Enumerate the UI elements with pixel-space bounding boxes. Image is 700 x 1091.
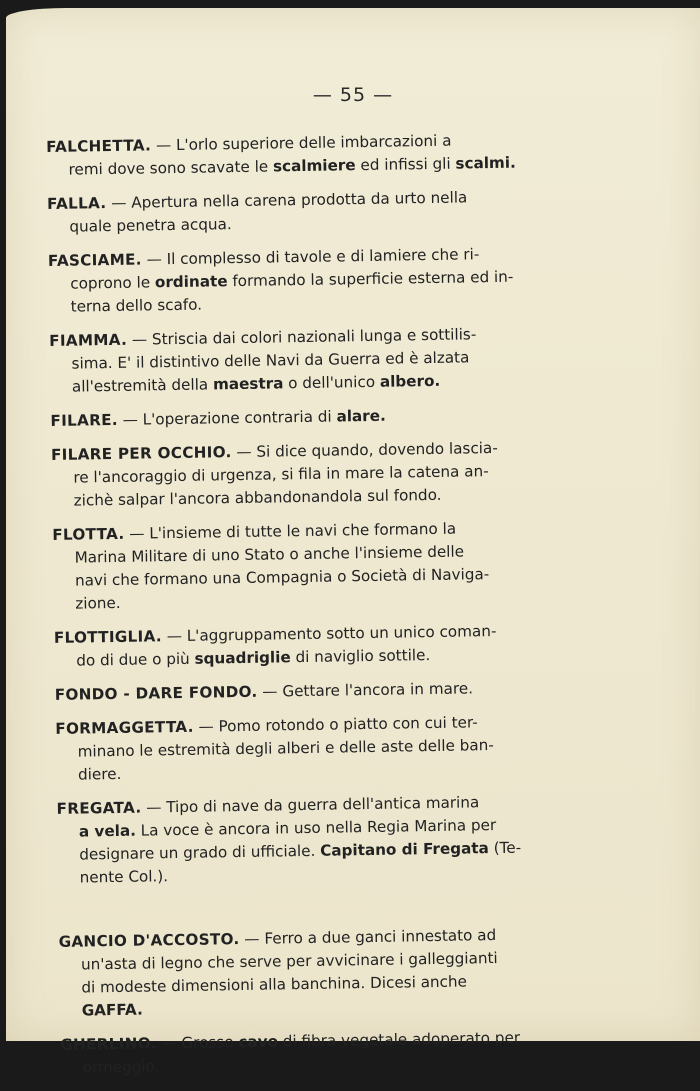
entry-line: di modeste dimensioni alla banchina. Dicesi anche (81, 972, 468, 997)
glossary-entry (55, 676, 565, 707)
entry-line: FREGATA. — Tipo di nave da guerra dell'antica marina (56, 793, 480, 818)
entry-line: navi che formano una Compagnia o Società di Naviga- (74, 565, 490, 590)
page-number: — 55 — (312, 84, 394, 106)
entry-line: ormeggio. (82, 1057, 160, 1077)
entry-term: FALLA. (46, 194, 107, 213)
entry-line: do di due o più squadriglie di naviglio sottile. (76, 646, 431, 670)
bold-term: a vela. (78, 821, 137, 841)
glossary-entry (52, 516, 563, 616)
bold-term: scalmiere (272, 156, 356, 176)
entry-term: FIAMMA. (49, 330, 128, 350)
glossary-entry (49, 322, 560, 399)
entry-line: all'estremità della maestra o dell'unico albero. (71, 371, 441, 396)
entry-line: FIAMMA. — Striscia dai colori nazionali lunga e sottilis- (49, 325, 477, 350)
bold-term: alare. (336, 406, 386, 426)
entry-line: quale penetra acqua. (69, 215, 232, 236)
entry-term: FALCHETTA. (46, 136, 152, 156)
entry-line: sima. E' il distintivo delle Navi da Guerra ed è alzata (71, 348, 470, 373)
entry-line: FALCHETTA. — L'orlo superiore delle imbarcazioni a (46, 131, 452, 156)
book-page (6, 8, 700, 1077)
entry-term: FLOTTA. (52, 524, 125, 544)
entry-line: a vela. La voce è ancora in uso nella Regia Marina per (78, 816, 497, 841)
glossary-entry (47, 185, 558, 239)
glossary-entry (55, 710, 566, 787)
entry-term: FONDO - DARE FONDO. (54, 682, 258, 704)
entry-line: designare un grado di ufficiale. Capitano di Fregata (Te- (79, 838, 522, 864)
bold-term: cavo (238, 1032, 279, 1052)
entry-line: Marina Militare di uno Stato o anche l'insieme delle (74, 542, 465, 567)
bold-term: Capitano di Fregata (320, 839, 489, 860)
entry-line: FASCIAME. — Il complesso di tavole e di lamiere che ri- (47, 245, 480, 270)
entry-line: nente Col.). (79, 867, 169, 887)
entry-line: GHERLINO. — Grosso cavo di fibra vegetale adoperato per (60, 1028, 521, 1054)
entry-term: FILARE. (50, 410, 119, 430)
glossary-entry (46, 128, 557, 182)
entry-line: un'asta di legno che serve per avvicinare i galleggianti (80, 949, 498, 974)
entry-line: FILARE. — L'operazione contraria di alare. (50, 406, 386, 430)
bold-term: albero. (379, 371, 441, 391)
entry-line: terna dello scafo. (70, 295, 203, 316)
glossary-entry (50, 402, 560, 433)
entry-line: GANCIO D'ACCOSTO. — Ferro a due ganci innestato ad (58, 926, 497, 951)
entry-line: remi dove sono scavate le scalmiere ed infissi gli scalmi. (68, 153, 516, 179)
glossary-entry (56, 790, 567, 890)
entry-line: minano le estremità degli alberi e delle aste delle ban- (77, 736, 494, 761)
entry-term: FORMAGGETTA. (55, 717, 194, 738)
glossary-entries (46, 128, 571, 1091)
entry-term: GHERLINO. (60, 1034, 157, 1054)
entry-term: FASCIAME. (47, 250, 142, 270)
glossary-entry (58, 923, 569, 1023)
bold-term: GAFFA. (81, 1000, 143, 1020)
entry-line: FLOTTA. — L'insieme di tutte le navi che formano la (52, 519, 457, 544)
entry-line: FILARE PER OCCHIO. — Si dice quando, dovendo lascia- (50, 438, 498, 464)
entry-line: FONDO - DARE FONDO. — Gettare l'ancora in mare. (54, 679, 474, 704)
glossary-entry (48, 242, 559, 319)
entry-line: diere. (77, 764, 122, 784)
entry-line: zichè salpar l'ancora abbandonandola sul fondo. (73, 485, 442, 510)
glossary-entry (54, 619, 565, 673)
entry-term: FREGATA. (56, 798, 142, 818)
glossary-entry (60, 1026, 571, 1080)
bold-term: ordinate (154, 272, 228, 292)
entry-line: FLOTTIGLIA. — L'aggruppamento sotto un unico coman- (53, 621, 497, 647)
entry-line: zione. (75, 593, 121, 613)
entry-line: coprono le ordinate formando la superficie esterna ed in- (70, 267, 514, 293)
bold-term: scalmi. (455, 153, 516, 173)
glossary-entry (51, 436, 562, 513)
entry-line: re l'ancoraggio di urgenza, si fila in mare la catena an- (73, 462, 489, 487)
entry-line: FORMAGGETTA. — Pomo rotondo o piatto con cui ter- (55, 713, 478, 738)
entry-term: FILARE PER OCCHIO. (50, 443, 232, 464)
bold-term: maestra (212, 374, 284, 394)
entry-term: GANCIO D'ACCOSTO. (58, 930, 240, 951)
bold-term: squadriglie (194, 648, 291, 668)
entry-term: FLOTTIGLIA. (53, 627, 163, 647)
entry-line: FALLA. — Apertura nella carena prodotta da urto nella (46, 188, 468, 213)
